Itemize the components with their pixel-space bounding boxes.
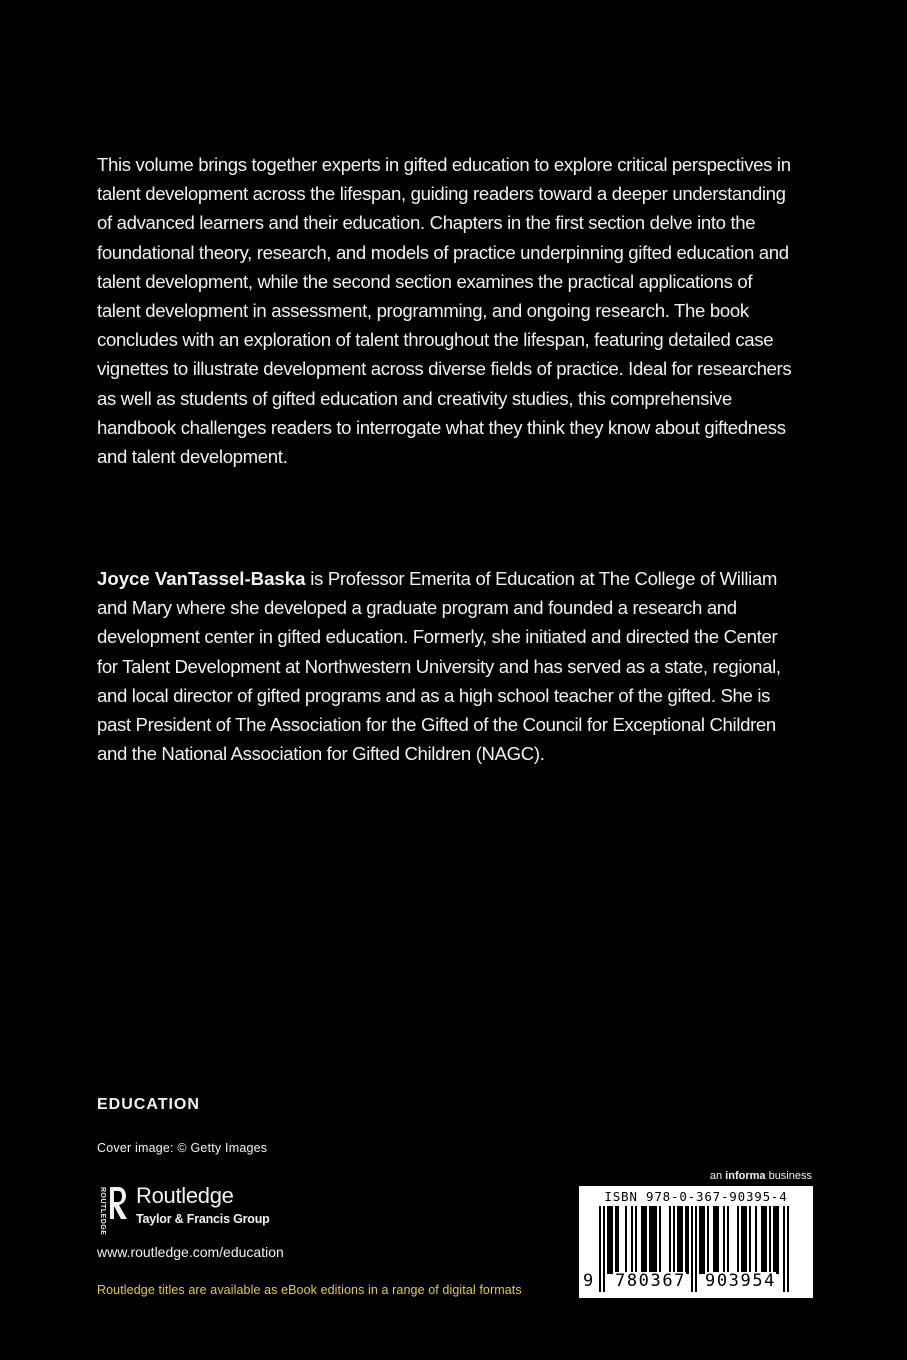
barcode-bar [703, 1206, 705, 1274]
barcode-bar [607, 1206, 609, 1274]
ebook-note: Routledge titles are available as eBook editions in a range of digital formats [97, 1283, 522, 1297]
author-name: Joyce VanTassel-Baska [97, 568, 306, 589]
barcode-bar [717, 1206, 719, 1274]
barcode-bar [707, 1206, 709, 1274]
isbn-barcode [579, 1186, 813, 1298]
barcode-bar [715, 1206, 717, 1274]
publisher-url[interactable]: www.routledge.com/education [97, 1244, 284, 1260]
barcode-bar [723, 1206, 725, 1274]
barcode-bar [677, 1206, 679, 1274]
barcode-guard-bar [695, 1206, 697, 1292]
subject-category: EDUCATION [97, 1096, 200, 1113]
barcode-bar [651, 1206, 653, 1274]
publisher-group: Taylor & Francis Group [136, 1212, 270, 1226]
barcode-bar [737, 1206, 739, 1274]
barcode-first-digit: 9 [583, 1271, 594, 1291]
barcode-bar [681, 1206, 683, 1274]
isbn-label: ISBN 978-0-367-90395-4 [604, 1189, 788, 1204]
publisher-logo-vertical-text: ROUTLEDGE [99, 1187, 106, 1236]
barcode-right-digits: 903954 [705, 1271, 777, 1291]
barcode-bar [765, 1206, 767, 1274]
barcode-bar [645, 1206, 647, 1274]
informa-business-label [680, 1170, 812, 1182]
barcode-bar [643, 1206, 645, 1274]
barcode-guard-bar [783, 1206, 785, 1292]
barcode-bar [631, 1206, 633, 1274]
barcode-bar [635, 1206, 637, 1274]
informa-suffix: business [765, 1170, 812, 1182]
barcode-left-digits: 780367 [615, 1271, 687, 1291]
barcode-bar [761, 1206, 763, 1274]
barcode-bar [749, 1206, 751, 1274]
informa-prefix: an [709, 1170, 726, 1182]
author-bio-text: is Professor Emerita of Education at The College of William and Mary where she developed a graduate program and founded a research and development center in gifted education. Formerly, she initiated and directed the Center for Talent Development at Northwestern University and has served as a state, regional, and local director of gifted programs and as a high school teacher of the gifted. She is past President of The Association for the Gifted of the Council for Exceptional Children and the National Association for Gifted Children (NAGC). [97, 568, 781, 765]
routledge-r-icon [106, 1185, 128, 1229]
barcode-bar [669, 1206, 671, 1274]
barcode-bar [745, 1206, 747, 1274]
barcode-bar [659, 1206, 661, 1274]
cover-image-credit: Cover image: © Getty Images [97, 1141, 268, 1155]
informa-brand: informa [725, 1170, 766, 1182]
barcode-guard-bar [599, 1206, 601, 1292]
barcode-bar [777, 1206, 779, 1274]
barcode-bar [713, 1206, 715, 1274]
barcode-guard-bar [691, 1206, 693, 1292]
barcode-bar [769, 1206, 771, 1274]
barcode-bar [641, 1206, 643, 1274]
publisher-logo [94, 1185, 354, 1235]
author-bio [97, 564, 797, 768]
barcode-bar [699, 1206, 701, 1274]
barcode-bar [743, 1206, 745, 1274]
book-description: This volume brings together experts in gifted education to explore critical perspectives in talent development across the lifespan, guiding readers toward a deeper understanding of advanced learners and their education. Chapters in the first section delve into the foundational theory, research, and models of practice underpinning gifted education and talent development, while the second section examines the practical applications of talent development in assessment, programming, and ongoing research. The book concludes with an exploration of talent throughout the lifespan, featuring detailed case vignettes to illustrate development across diverse fields of practice. Ideal for researchers as well as students of gifted education and creativity studies, this comprehensive handbook challenges readers to interrogate what they think they know about giftedness and talent development. [97, 154, 792, 468]
barcode-bar [655, 1206, 657, 1274]
barcode-guard-bar [787, 1206, 789, 1292]
barcode-bar [673, 1206, 675, 1274]
barcode-bar [685, 1206, 687, 1274]
barcode-bar [625, 1206, 627, 1274]
barcode-bar [701, 1206, 703, 1274]
barcode-bar [773, 1206, 775, 1274]
barcode-bar [649, 1206, 651, 1274]
barcode-bar [611, 1206, 613, 1274]
barcode-guard-bar [603, 1206, 605, 1292]
barcode-bar [687, 1206, 689, 1274]
barcode-bar [615, 1206, 617, 1274]
barcode-bar [775, 1206, 777, 1274]
barcode-bar [679, 1206, 681, 1274]
barcode-bar [763, 1206, 765, 1274]
barcode-bar [727, 1206, 729, 1274]
barcode-bar [609, 1206, 611, 1274]
barcode-bar [755, 1206, 757, 1274]
barcode-bar [741, 1206, 743, 1274]
barcode-bar [653, 1206, 655, 1274]
barcode-bar [617, 1206, 619, 1274]
publisher-name: Routledge [136, 1183, 234, 1208]
